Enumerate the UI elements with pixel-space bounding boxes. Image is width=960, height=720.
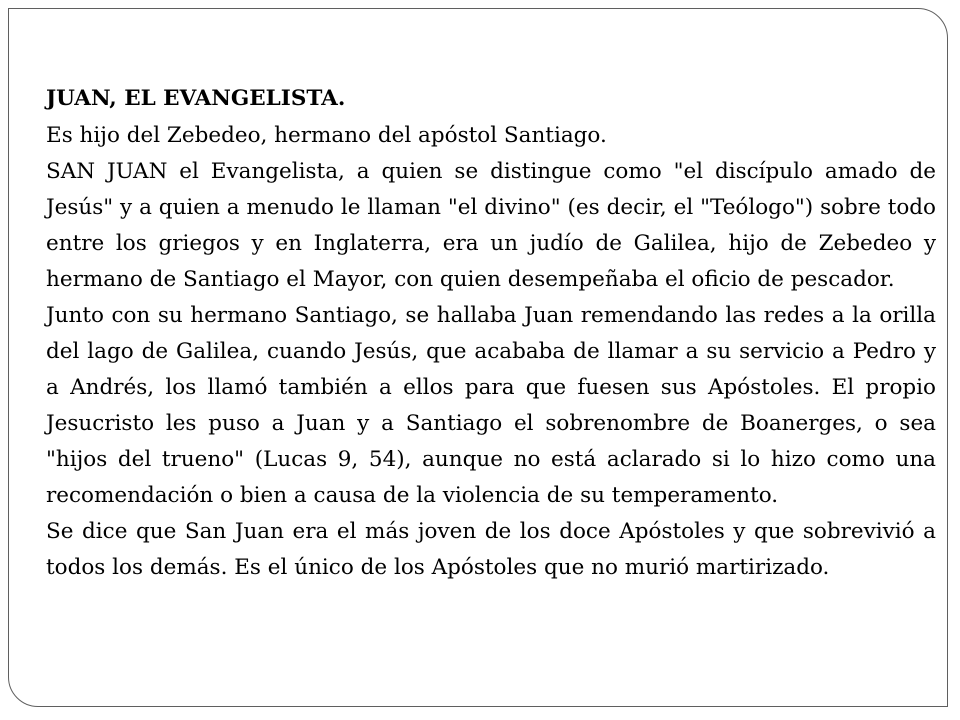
paragraph-intro: Es hijo del Zebedeo, hermano del apóstol Santiago. (46, 123, 607, 148)
paragraph-calling: Junto con su hermano Santiago, se hallaba Juan remendando las redes a la orilla del lago de Galilea, cuando Jesús, que acababa de llamar a su servicio a Pedro y a Andrés, los llamó también a ellos para que fuesen sus Apóstoles. El propio Jesucristo les puso a Juan y a Santiago el sobrenombre de Boanerges, o sea "hijos del trueno" (Lucas 9, 54), aunque no está aclarado si lo hizo como una recomendación o bien a causa de la violencia de su temperamento. (46, 303, 936, 508)
slide-text-block (46, 80, 936, 586)
paragraph-youngest: Se dice que San Juan era el más joven de los doce Apóstoles y que sobrevivió a todos los demás. Es el único de los Apóstoles que no murió martirizado. (46, 519, 936, 580)
paragraph-biography: SAN JUAN el Evangelista, a quien se distingue como "el discípulo amado de Jesús" y a quien a menudo le llaman "el divino" (es decir, el "Teólogo") sobre todo entre los griegos y en Inglaterra, era un judío de Galilea, hijo de Zebedeo y hermano de Santiago el Mayor, con quien desempeñaba el oficio de pescador. (46, 159, 936, 292)
slide-title: JUAN, EL EVANGELISTA. (46, 86, 346, 111)
